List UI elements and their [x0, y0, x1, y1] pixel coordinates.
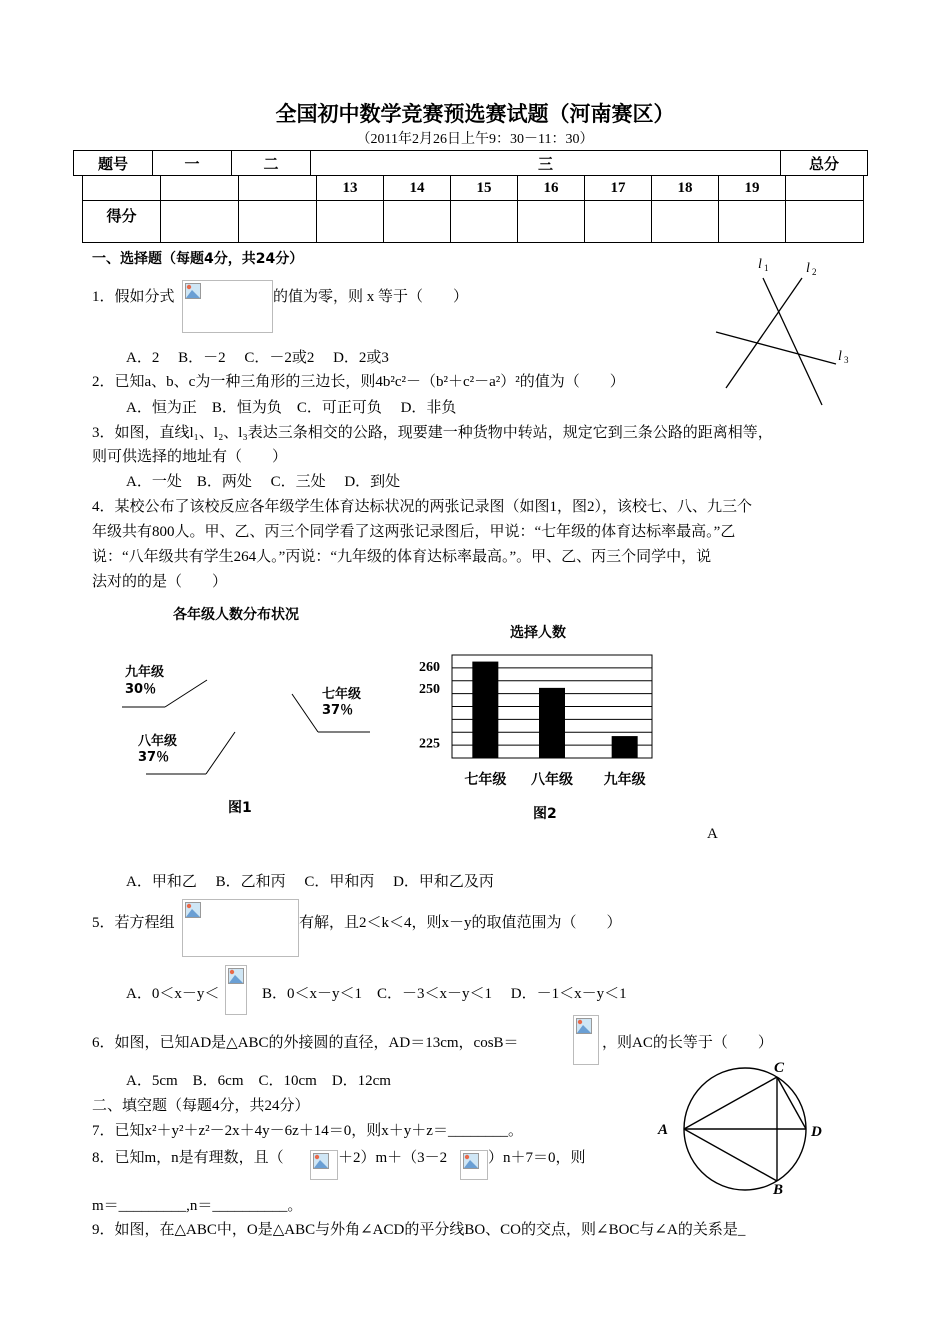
- equation-system-image-placeholder: [182, 899, 299, 957]
- y-tick-label: 250: [419, 681, 440, 697]
- q1-prefix: 1．假如分式: [92, 289, 175, 305]
- point-b: B: [773, 1182, 784, 1198]
- radical-image-placeholder: [460, 1150, 488, 1180]
- section-fill-heading: 二、填空题（每题4分，共24分）: [92, 1098, 310, 1114]
- q3-options: A．一处 B．两处 C．三处 D．到处: [126, 474, 401, 490]
- q1-suffix: 的值为零，则 x 等于（ ）: [273, 289, 469, 305]
- broken-image-icon: [228, 968, 244, 984]
- q5-options-rest: B．0＜x－y＜1 C．－3＜x－y＜1 D．－1＜x－y＜1: [262, 986, 627, 1002]
- q5-option-a: A．0＜x－y＜: [126, 986, 220, 1002]
- q4-line1: 4．某校公布了该校反应各年级学生体育达标状况的两张记录图（如图1，图2），该校七、八、九三个: [92, 499, 753, 515]
- q2-text: 2．已知a、b、c为一种三角形的三边长，则4b²c²－（b²＋c²－a²）²的值为（ ）: [92, 374, 625, 390]
- question-no: 19: [719, 176, 786, 201]
- score-table-body: [82, 175, 864, 243]
- q8-answer-line: m＝_________,n＝__________。: [92, 1198, 303, 1214]
- fraction-image-placeholder: [225, 965, 247, 1015]
- point-c: C: [774, 1060, 785, 1076]
- header-question-no: 题号: [74, 151, 153, 176]
- q6-prefix: 6．如图，已知AD是△ABC的外接圆的直径，AD＝13cm，cosB＝: [92, 1035, 519, 1051]
- grade7-label: 七年级: [322, 687, 362, 702]
- label-l3-sub: 3: [844, 355, 849, 365]
- q3-line1: 3．如图，直线l₁、l₂、l₃表达三条相交的公路，现要建一种货物中转站，规定它到三条公路的距离相等，: [92, 425, 773, 441]
- q3-line2: 则可供选择的地址有（ ）: [92, 449, 288, 465]
- x-category-label: 八年级: [531, 772, 573, 788]
- q5-suffix: 有解，且2＜k＜4，则x－y的取值范围为（ ）: [299, 915, 622, 931]
- q8-middle-2: ）n＋7＝0，则: [488, 1150, 586, 1166]
- q7-text: 7．已知x²＋y²＋z²－2x＋4y－6z＋14＝0，则x＋y＋z＝________。: [92, 1123, 523, 1139]
- q9-text: 9．如图，在△ABC中，O是△ABC与外角∠ACD的平分线BO、CO的交点，则∠BOC与∠A的关系是_: [92, 1222, 746, 1238]
- stray-letter: A: [707, 826, 718, 842]
- q5-prefix: 5．若方程组: [92, 915, 175, 931]
- grade8-percent: 37％: [138, 750, 170, 765]
- q6-options: A．5cm B．6cm C．10cm D．12cm: [126, 1073, 391, 1089]
- grade9-percent: 30％: [125, 682, 157, 697]
- fig1-leader-lines: [110, 670, 380, 780]
- radical-image-placeholder: [310, 1150, 338, 1180]
- score-label: 得分: [83, 201, 161, 243]
- q4-line2: 年级共有800人。甲、乙、丙三个同学看了这两张记录图后，甲说：“七年级的体育达标率最高。”乙: [92, 524, 736, 540]
- exam-time: （2011年2月26日上午9：30－11：30）: [356, 132, 594, 147]
- question-no: 14: [384, 176, 451, 201]
- q4-line3: 说：“八年级共有学生264人。”丙说：“九年级的体育达标率最高。”。甲、乙、丙三个同学中，说: [92, 549, 712, 565]
- q2-options: A．恒为正 B．恒为负 C．可正可负 D．非负: [126, 400, 457, 416]
- broken-image-icon: [185, 902, 201, 918]
- y-tick-label: 225: [419, 736, 440, 752]
- formula-image-placeholder: [182, 280, 273, 333]
- x-category-label: 九年级: [603, 772, 646, 788]
- label-l1: l: [758, 257, 762, 272]
- header-part-1: 一: [153, 151, 232, 176]
- question-no: 13: [317, 176, 384, 201]
- bar-2: [539, 688, 565, 758]
- broken-image-icon: [463, 1153, 479, 1169]
- q4-line4: 法对的的是（ ）: [92, 574, 228, 590]
- point-a: A: [658, 1122, 669, 1138]
- question-no: 16: [518, 176, 585, 201]
- grade9-label: 九年级: [125, 665, 165, 680]
- point-d: D: [811, 1124, 822, 1140]
- bar-chart: [400, 645, 670, 805]
- q8-middle-1: ＋2）m＋（3－2: [338, 1150, 448, 1166]
- q8-prefix: 8．已知m，n是有理数，且（: [92, 1150, 284, 1166]
- page-title: 全国初中数学竞赛预选赛试题（河南赛区）: [275, 102, 675, 126]
- header-part-3: 三: [311, 151, 781, 176]
- question-no: 15: [451, 176, 518, 201]
- fraction-image-placeholder: [573, 1015, 599, 1065]
- broken-image-icon: [576, 1018, 592, 1034]
- chart-title: 选择人数: [510, 625, 566, 641]
- broken-image-icon: [313, 1153, 329, 1169]
- q1-options: A．2 B．－2 C．－2或2 D．2或3: [126, 350, 389, 366]
- label-l1-sub: 1: [764, 263, 769, 273]
- x-category-label: 七年级: [464, 772, 507, 788]
- broken-image-icon: [185, 283, 201, 299]
- three-lines-figure: [700, 250, 870, 410]
- header-part-2: 二: [232, 151, 311, 176]
- fig2-caption: 图2: [533, 806, 557, 822]
- q4-options: A．甲和乙 B．乙和丙 C．甲和丙 D．甲和乙及丙: [126, 874, 494, 890]
- header-total: 总分: [781, 151, 868, 176]
- circumcircle-figure: [650, 1055, 840, 1200]
- bar-1: [472, 662, 498, 758]
- label-l2-sub: 2: [812, 267, 817, 277]
- question-no: 17: [585, 176, 652, 201]
- score-table-header: [73, 150, 868, 176]
- bar-3: [612, 736, 638, 758]
- fig1-title: 各年级人数分布状况: [173, 607, 299, 623]
- y-tick-label: 260: [419, 659, 440, 675]
- question-no: 18: [652, 176, 719, 201]
- label-l3: l: [838, 349, 842, 364]
- section-choice-heading: 一、选择题（每题4分，共24分）: [92, 251, 304, 267]
- grade8-label: 八年级: [138, 734, 178, 749]
- q6-suffix: ，则AC的长等于（ ）: [602, 1035, 773, 1051]
- label-l2: l: [806, 261, 810, 276]
- fig1-caption: 图1: [228, 800, 252, 816]
- grade7-percent: 37％: [322, 703, 354, 718]
